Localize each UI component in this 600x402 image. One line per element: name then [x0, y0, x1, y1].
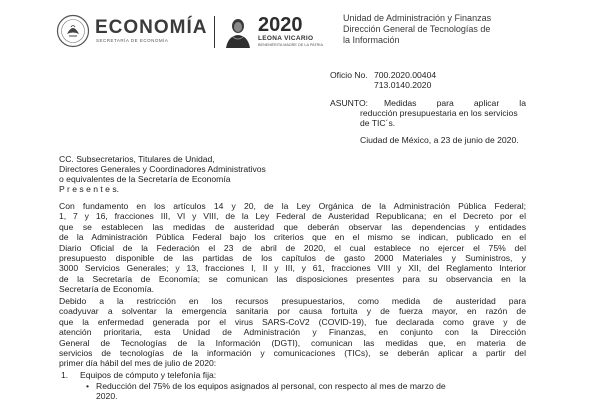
recipient-line-2: Directores Generales y Coordinadores Administrativos	[59, 164, 266, 174]
date-line: Ciudad de México, a 23 de junio de 2020.	[360, 135, 519, 145]
unit-line-3: la Información	[343, 35, 400, 45]
header-divider	[214, 16, 215, 48]
recipient-line-3: o equivalentes de la Secretaría de Economía	[59, 174, 231, 184]
paragraph-1-line: Secretaría de Economía.	[59, 284, 155, 295]
leona-vicario-portrait-icon	[222, 14, 254, 48]
paragraph-1-line: 1, 7 y 16, fracciones III, VI y VIII, de la Ley Federal de Austeridad Republicana; en el Decreto por el	[59, 211, 526, 222]
economia-subtitle: SECRETARÍA DE ECONOMÍA	[96, 38, 169, 43]
leona-vicario-subtitle: BENEMÉRITA MADRE DE LA PATRIA	[258, 43, 323, 47]
list-item-number: 1.	[61, 370, 69, 380]
paragraph-1-line: de la Secretaría de Economía; se comunican las disposiciones presentes para su observancia en la	[59, 273, 526, 284]
paragraph-1	[59, 201, 526, 295]
paragraph-2-line: que la enfermedad generada por el virus SARS-CoV2 (COVID-19), fue declarada como grave y de	[59, 316, 526, 327]
asunto-line-1: Medidas para aplicar la	[384, 98, 526, 108]
paragraph-2	[59, 296, 526, 369]
paragraph-2-line: servicios de tecnologías de la información y comunicaciones (TICs), se deberán aplicar a partir del	[59, 348, 526, 359]
oficio-number-2: 713.0140.2020	[374, 80, 432, 90]
asunto-line-2: reducción presupuestaria en los servicios	[360, 108, 518, 118]
unit-line-2: Dirección General de Tecnologías de	[343, 24, 491, 34]
paragraph-2-line: Debido a la restricción en los recursos presupuestarios, como medida de austeridad para	[59, 296, 526, 306]
paragraph-1-line: 3000 Servicios Generales; y 13, fracciones I, II y III, y 61, fracciones VIII y XII, del Reglamento Interior	[59, 263, 526, 274]
paragraph-1-line: de la Administración Pública Federal bajo los criterios que en el mismo se indican, publicado en el	[59, 232, 526, 243]
paragraph-1-line: que se establecen las medidas de austeridad que deberán observar las dependencias y entidades	[59, 221, 526, 232]
paragraph-2-line: atención prioritaria, esta Unidad de Administración y Finanzas, en conjunto con la Dirección	[59, 327, 526, 338]
paragraph-2-line: General de Tecnologías de la Información (DGTI), comunican las medidas que, en materia de	[59, 337, 526, 348]
list-bullet-line-1: Reducción del 75% de los equipos asignados al personal, con respecto al mes de marzo de	[96, 381, 446, 391]
oficio-label: Oficio No.	[330, 70, 368, 80]
oficio-number-1: 700.2020.00404	[374, 70, 437, 80]
paragraph-2-line: coadyuvar a solventar la emergencia sanitaria por causa fortuita y de fuerza mayor, en razón de	[59, 306, 526, 317]
leona-vicario-label: LEONA VICARIO	[258, 35, 314, 42]
list-item-title: Equipos de cómputo y telefonía fija:	[80, 370, 217, 380]
asunto-label: ASUNTO:	[330, 98, 369, 108]
recipient-line-4: P r e s e n t e s.	[59, 184, 120, 194]
seal-icon	[56, 14, 90, 48]
list-bullet-line-2: 2020.	[96, 391, 118, 401]
asunto-line-3: de TIC´s.	[360, 118, 396, 128]
paragraph-1-line: Diario Oficial de la Federación el 23 de abril de 2020, el cual establece no ejercer el 75% del	[59, 242, 526, 253]
recipient-line-1: CC. Subsecretarios, Titulares de Unidad,	[59, 154, 215, 164]
unit-line-1: Unidad de Administración y Finanzas	[343, 13, 492, 23]
economia-title: ECONOMÍA	[95, 17, 208, 38]
paragraph-1-line: Con fundamento en los artículos 14 y 20, de la Ley Orgánica de la Administración Pública Federal;	[59, 201, 526, 211]
paragraph-1-line: presupuesto disponible de las partidas de los capítulos de gasto 2000 Materiales y Suministros, y	[59, 253, 526, 264]
bullet-icon: •	[86, 381, 90, 391]
paragraph-2-line: primer día hábil del mes de julio de 2020:	[59, 358, 217, 369]
year-2020: 2020	[258, 14, 303, 36]
